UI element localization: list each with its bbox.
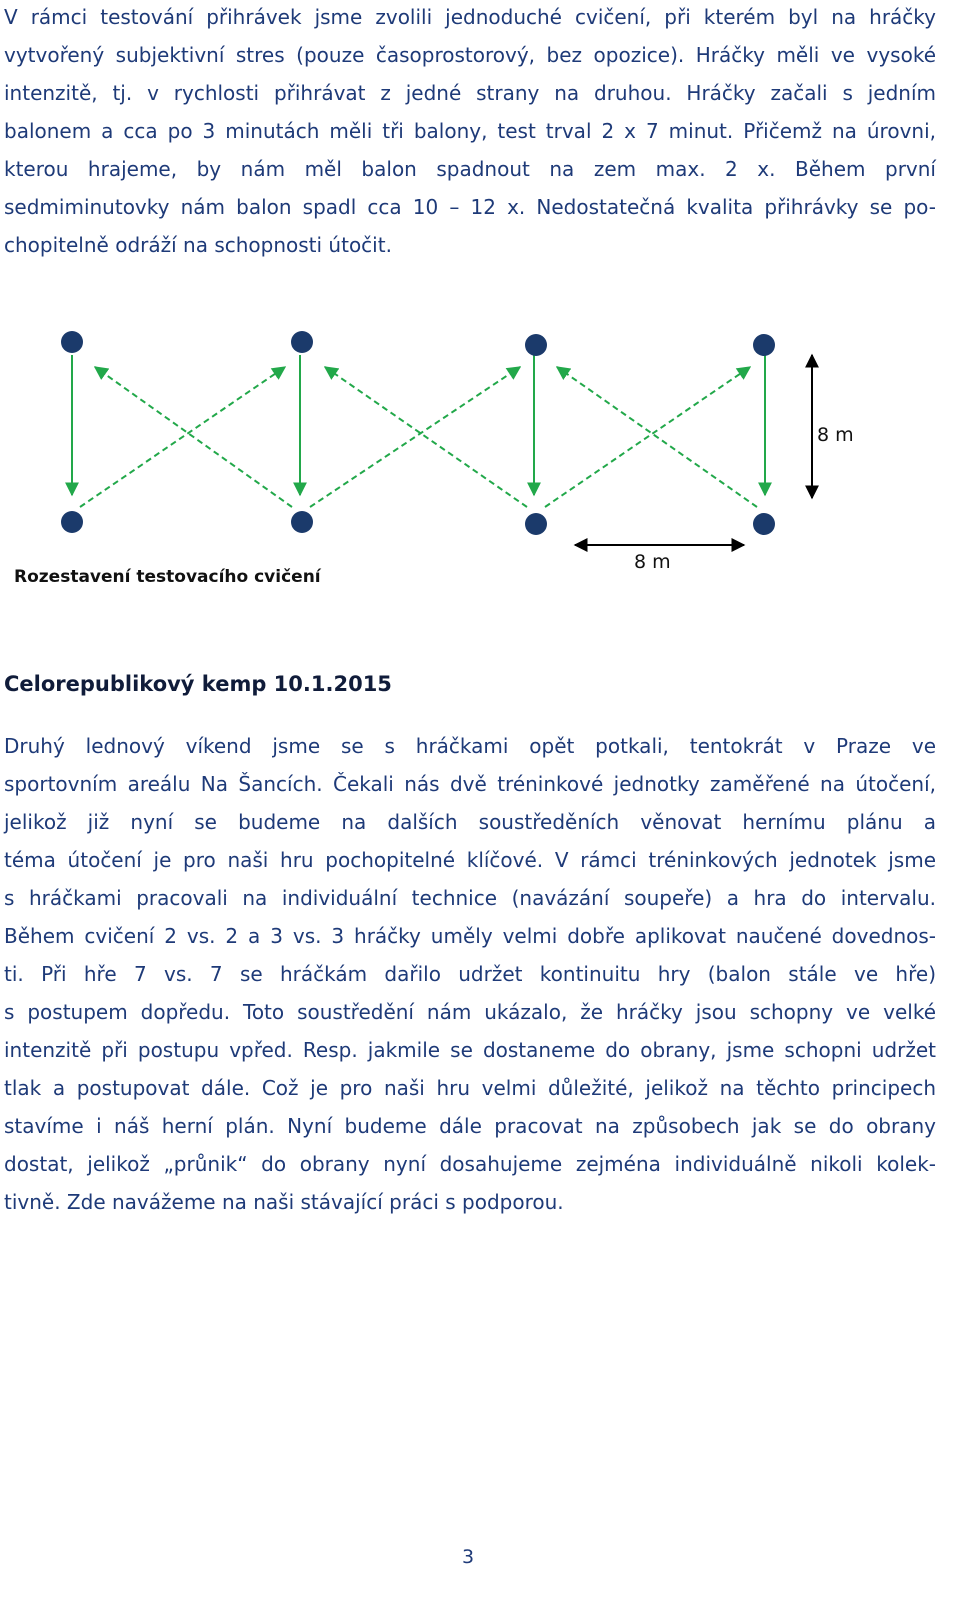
dashed-pass-arrow: [310, 367, 520, 507]
dashed-pass-arrow: [557, 367, 757, 507]
player-marker: [291, 511, 313, 533]
dashed-pass-arrow: [545, 367, 750, 507]
player-marker: [753, 513, 775, 535]
player-marker: [525, 334, 547, 356]
text-line: V rámci testování přihrávek jsme zvolili jednoduché cvičení, při kterém byl na hráčky: [4, 5, 936, 29]
text-line: balonem a cca po 3 minutách měli tři balony, test trval 2 x 7 minut. Přičemž na úrovni,: [4, 119, 936, 143]
player-marker: [525, 513, 547, 535]
text-line: Během cvičení 2 vs. 2 a 3 vs. 3 hráčky uměly velmi dobře aplikovat naučené dovednos-: [4, 924, 936, 948]
dashed-pass-arrow: [80, 367, 285, 507]
text-line: intenzitě při postupu vpřed. Resp. jakmile se dostaneme do obrany, jsme schopni udržet: [4, 1038, 936, 1062]
text-line: sportovním areálu Na Šancích. Čekali nás dvě tréninkové jednotky zaměřené na útočení,: [4, 772, 936, 796]
horizontal-dimension-label: 8 m: [634, 551, 671, 573]
vertical-dimension-label: 8 m: [817, 424, 854, 446]
player-marker: [61, 511, 83, 533]
section-heading: Celorepublikový kemp 10.1.2015: [4, 672, 392, 696]
text-line: chopitelně odráží na schopnosti útočit.: [4, 233, 392, 257]
text-line: kterou hrajeme, by nám měl balon spadnout na zem max. 2 x. Během první: [4, 157, 936, 181]
dashed-pass-arrow: [95, 367, 292, 507]
player-marker: [291, 331, 313, 353]
page-number: 3: [462, 1546, 475, 1568]
text-line: téma útočení je pro naši hru pochopitelné klíčové. V rámci tréninkových jednotek jsme: [4, 848, 936, 872]
text-line: ti. Při hře 7 vs. 7 se hráčkám dařilo udržet kontinuitu hry (balon stále ve hře): [4, 962, 936, 986]
diagram-caption: Rozestavení testovacího cvičení: [14, 567, 321, 587]
player-marker: [61, 331, 83, 353]
dashed-pass-arrow: [325, 367, 527, 507]
text-line: s hráčkami pracovali na individuální technice (navázání soupeře) a hra do intervalu.: [4, 886, 936, 910]
text-line: dostat, jelikož „průnik“ do obrany nyní dosahujeme zejména individuálně nikoli kolek-: [4, 1152, 936, 1176]
text-line: sedmiminutovky nám balon spadl cca 10 – 12 x. Nedostatečná kvalita přihrávky se po-: [4, 195, 936, 219]
text-line: stavíme i náš herní plán. Nyní budeme dále pracovat na způsobech jak se do obrany: [4, 1114, 936, 1138]
text-line: tlak a postupovat dále. Což je pro naši hru velmi důležité, jelikož na těchto principech: [4, 1076, 936, 1100]
text-line: vytvořený subjektivní stres (pouze časoprostorový, bez opozice). Hráčky měli ve vysoké: [4, 43, 936, 67]
text-line: s postupem dopředu. Toto soustředění nám ukázalo, že hráčky jsou schopny ve velké: [4, 1000, 936, 1024]
text-line: tivně. Zde navážeme na naši stávající práci s podporou.: [4, 1190, 564, 1214]
text-line: intenzitě, tj. v rychlosti přihrávat z jedné strany na druhou. Hráčky začali s jedním: [4, 81, 936, 105]
text-line: Druhý lednový víkend jsme se s hráčkami opět potkali, tentokrát v Praze ve: [4, 734, 936, 758]
text-line: jelikož již nyní se budeme na dalších soustředěních věnovat hernímu plánu a: [4, 810, 936, 834]
player-marker: [753, 334, 775, 356]
